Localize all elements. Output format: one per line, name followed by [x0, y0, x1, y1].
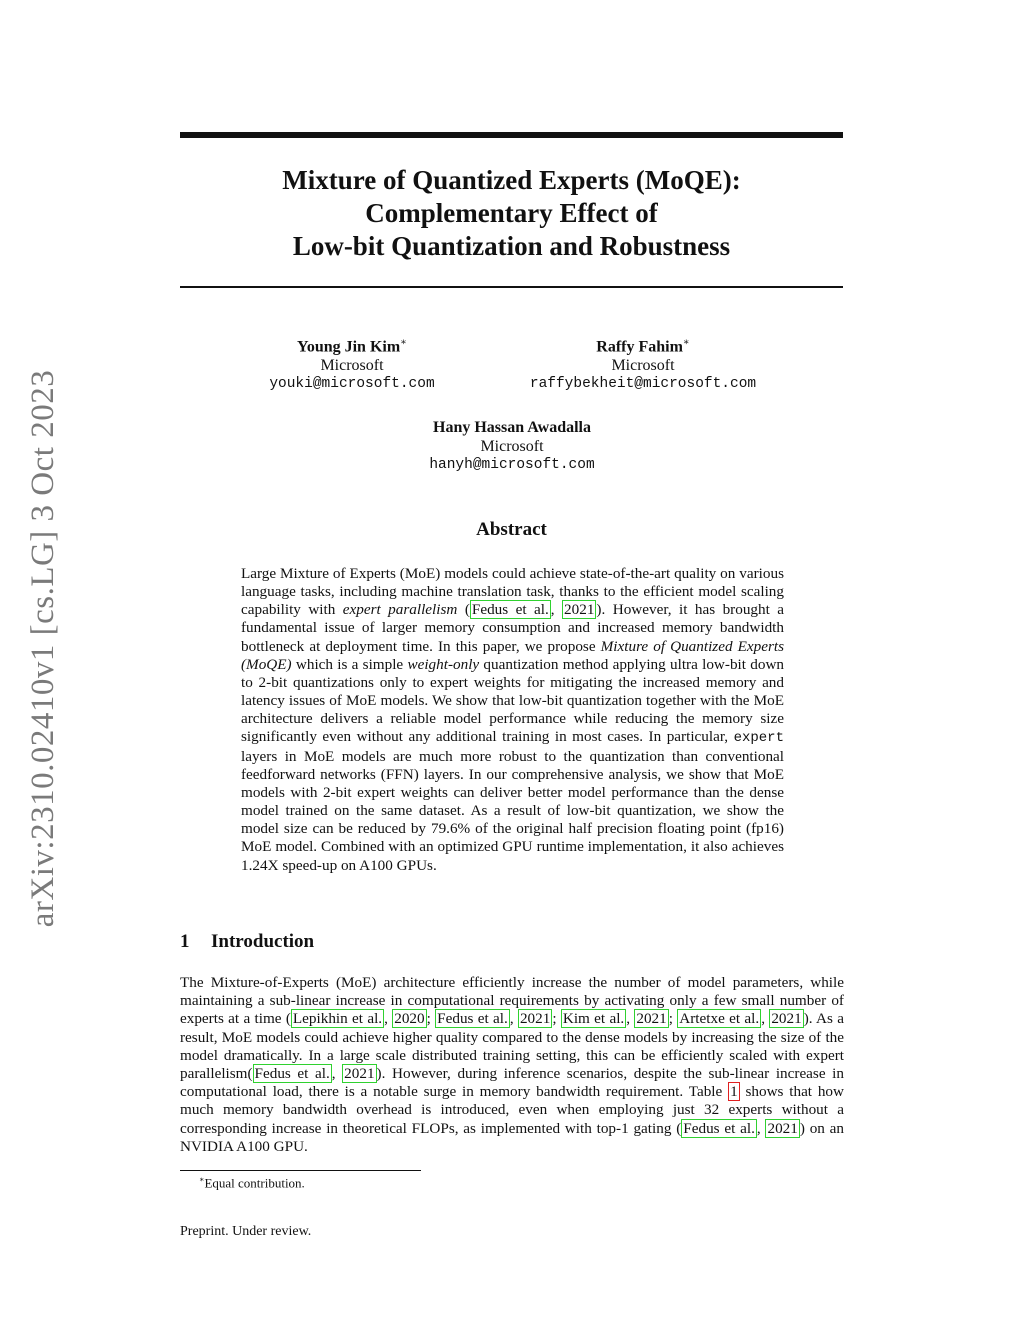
abstract-body: Large Mixture of Experts (MoE) models could achieve state-of-the-art quality on various language tasks, including machine translation task, thanks to the efficient model scaling capability with expert parallelism ( Fedus et al. , 2021 ). However, it has brought a fundamental issue of larger memory consumption and increased memory bandwidth bottleneck at deployment time. In this paper, we propose Mixture of Quantized Experts (MoQE) which is a simple weight-only quantization method applying ultra low-bit down to 2-bit quantizations only to expert weights for mitigating the increased memory and latency issues of MoE models. We show that low-bit quantization together with the MoE architecture delivers a reliable model performance while reducing the memory size significantly even without any additional training in most cases. In particular, expert layers in MoE models are much more robust to the quantization than conventional feedforward networks (FFN) layers. In our comprehensive analysis, we show that MoE models with 2-bit expert weights can deliver better model performance than the dense model trained on the same dataset. As a result of low-bit quantization, we show the model size can be reduced by 79.6% of the original half precision floating point (fp16) MoE model. Combined with an optimized GPU runtime implementation, it also achieves 1.24X speed-up on A100 GPUs. — [241, 565, 785, 874]
title-line-1: Mixture of Quantized Experts (MoQE): — [282, 165, 741, 195]
title-bottom-rule — [180, 286, 843, 288]
author-email: hanyh@microsoft.com — [429, 457, 595, 473]
section-heading-introduction: 1 Introduction — [180, 931, 315, 952]
citation-link[interactable]: 2021 — [771, 1010, 802, 1028]
paper-title — [180, 164, 843, 263]
title-line-3: Low-bit Quantization and Robustness — [292, 231, 731, 261]
author-block-3 — [382, 418, 642, 475]
citation-link[interactable]: Lepikhin et al. — [292, 1010, 383, 1028]
citation-link[interactable]: 2021 — [344, 1065, 375, 1083]
citation-link[interactable]: 2021 — [564, 601, 595, 619]
table-reference-link[interactable]: 1 — [730, 1083, 738, 1101]
citation-link[interactable]: Kim et al. — [562, 1010, 625, 1028]
citation-link[interactable]: 2021 — [767, 1119, 798, 1137]
author-affiliation: Microsoft — [320, 357, 384, 375]
author-affiliation: Microsoft — [480, 438, 544, 455]
author-block-1 — [232, 333, 472, 394]
citation-link[interactable]: Fedus et al. — [254, 1065, 330, 1083]
citation-link[interactable]: 2020 — [394, 1010, 425, 1028]
author-name: Young Jin Kim∗ — [297, 337, 407, 356]
author-name: Hany Hassan Awadalla — [433, 419, 591, 436]
author-email: raffybekheit@microsoft.com — [529, 376, 757, 393]
title-line-2: Complementary Effect of — [365, 198, 658, 228]
footnote-rule — [180, 1170, 421, 1171]
citation-link[interactable]: Fedus et al. — [437, 1010, 508, 1028]
author-name: Raffy Fahim∗ — [596, 337, 690, 356]
arxiv-id: arXiv:2310.02410v1 [cs.LG] 3 Oct 2023 — [25, 369, 62, 927]
introduction-body: The Mixture-of-Experts (MoE) architecture efficiently increase the number of model parameters, while maintaining a sub-linear increase in computational requirements by activating only a few small number of experts at a time ( Lepikhin et al. , 2020 ; Fedus et al. , 2021 ; Kim et al. , 2021 ; Artetxe et al. , 2021 ). As a result, MoE models could achieve higher quality compared to the dense models by increasing the size of the model dramatically. In a large scale distributed training setting, this can be efficiently scaled with expert parallelism( Fedus et al. , 2021 ). However, during inference scenarios, despite the sub-linear increase in computational load, there is a notable surge in memory bandwidth requirement. Table 1 shows that how much memory bandwidth overhead is introduced, even when employing just 32 experts without a corresponding increase in theoretical FLOPs, as implemented with top-1 gating ( Fedus et al. , 2021 ) on an NVIDIA A100 GPU. — [180, 974, 844, 1155]
citation-link[interactable]: Fedus et al. — [683, 1119, 755, 1137]
author-email: youki@microsoft.com — [269, 376, 435, 393]
page-footer: Preprint. Under review. — [180, 1224, 312, 1239]
footnote: ∗Equal contribution. — [199, 1175, 305, 1191]
title-top-rule — [180, 132, 843, 138]
abstract-heading: Abstract — [476, 519, 547, 540]
citation-link[interactable]: 2021 — [519, 1010, 551, 1028]
arxiv-stamp — [22, 368, 66, 928]
citation-link[interactable]: Fedus et al. — [471, 601, 549, 619]
author-affiliation: Microsoft — [611, 357, 675, 375]
author-block-2 — [518, 333, 768, 394]
citation-link[interactable]: Artetxe et al. — [679, 1010, 760, 1028]
citation-link[interactable]: 2021 — [636, 1010, 667, 1028]
